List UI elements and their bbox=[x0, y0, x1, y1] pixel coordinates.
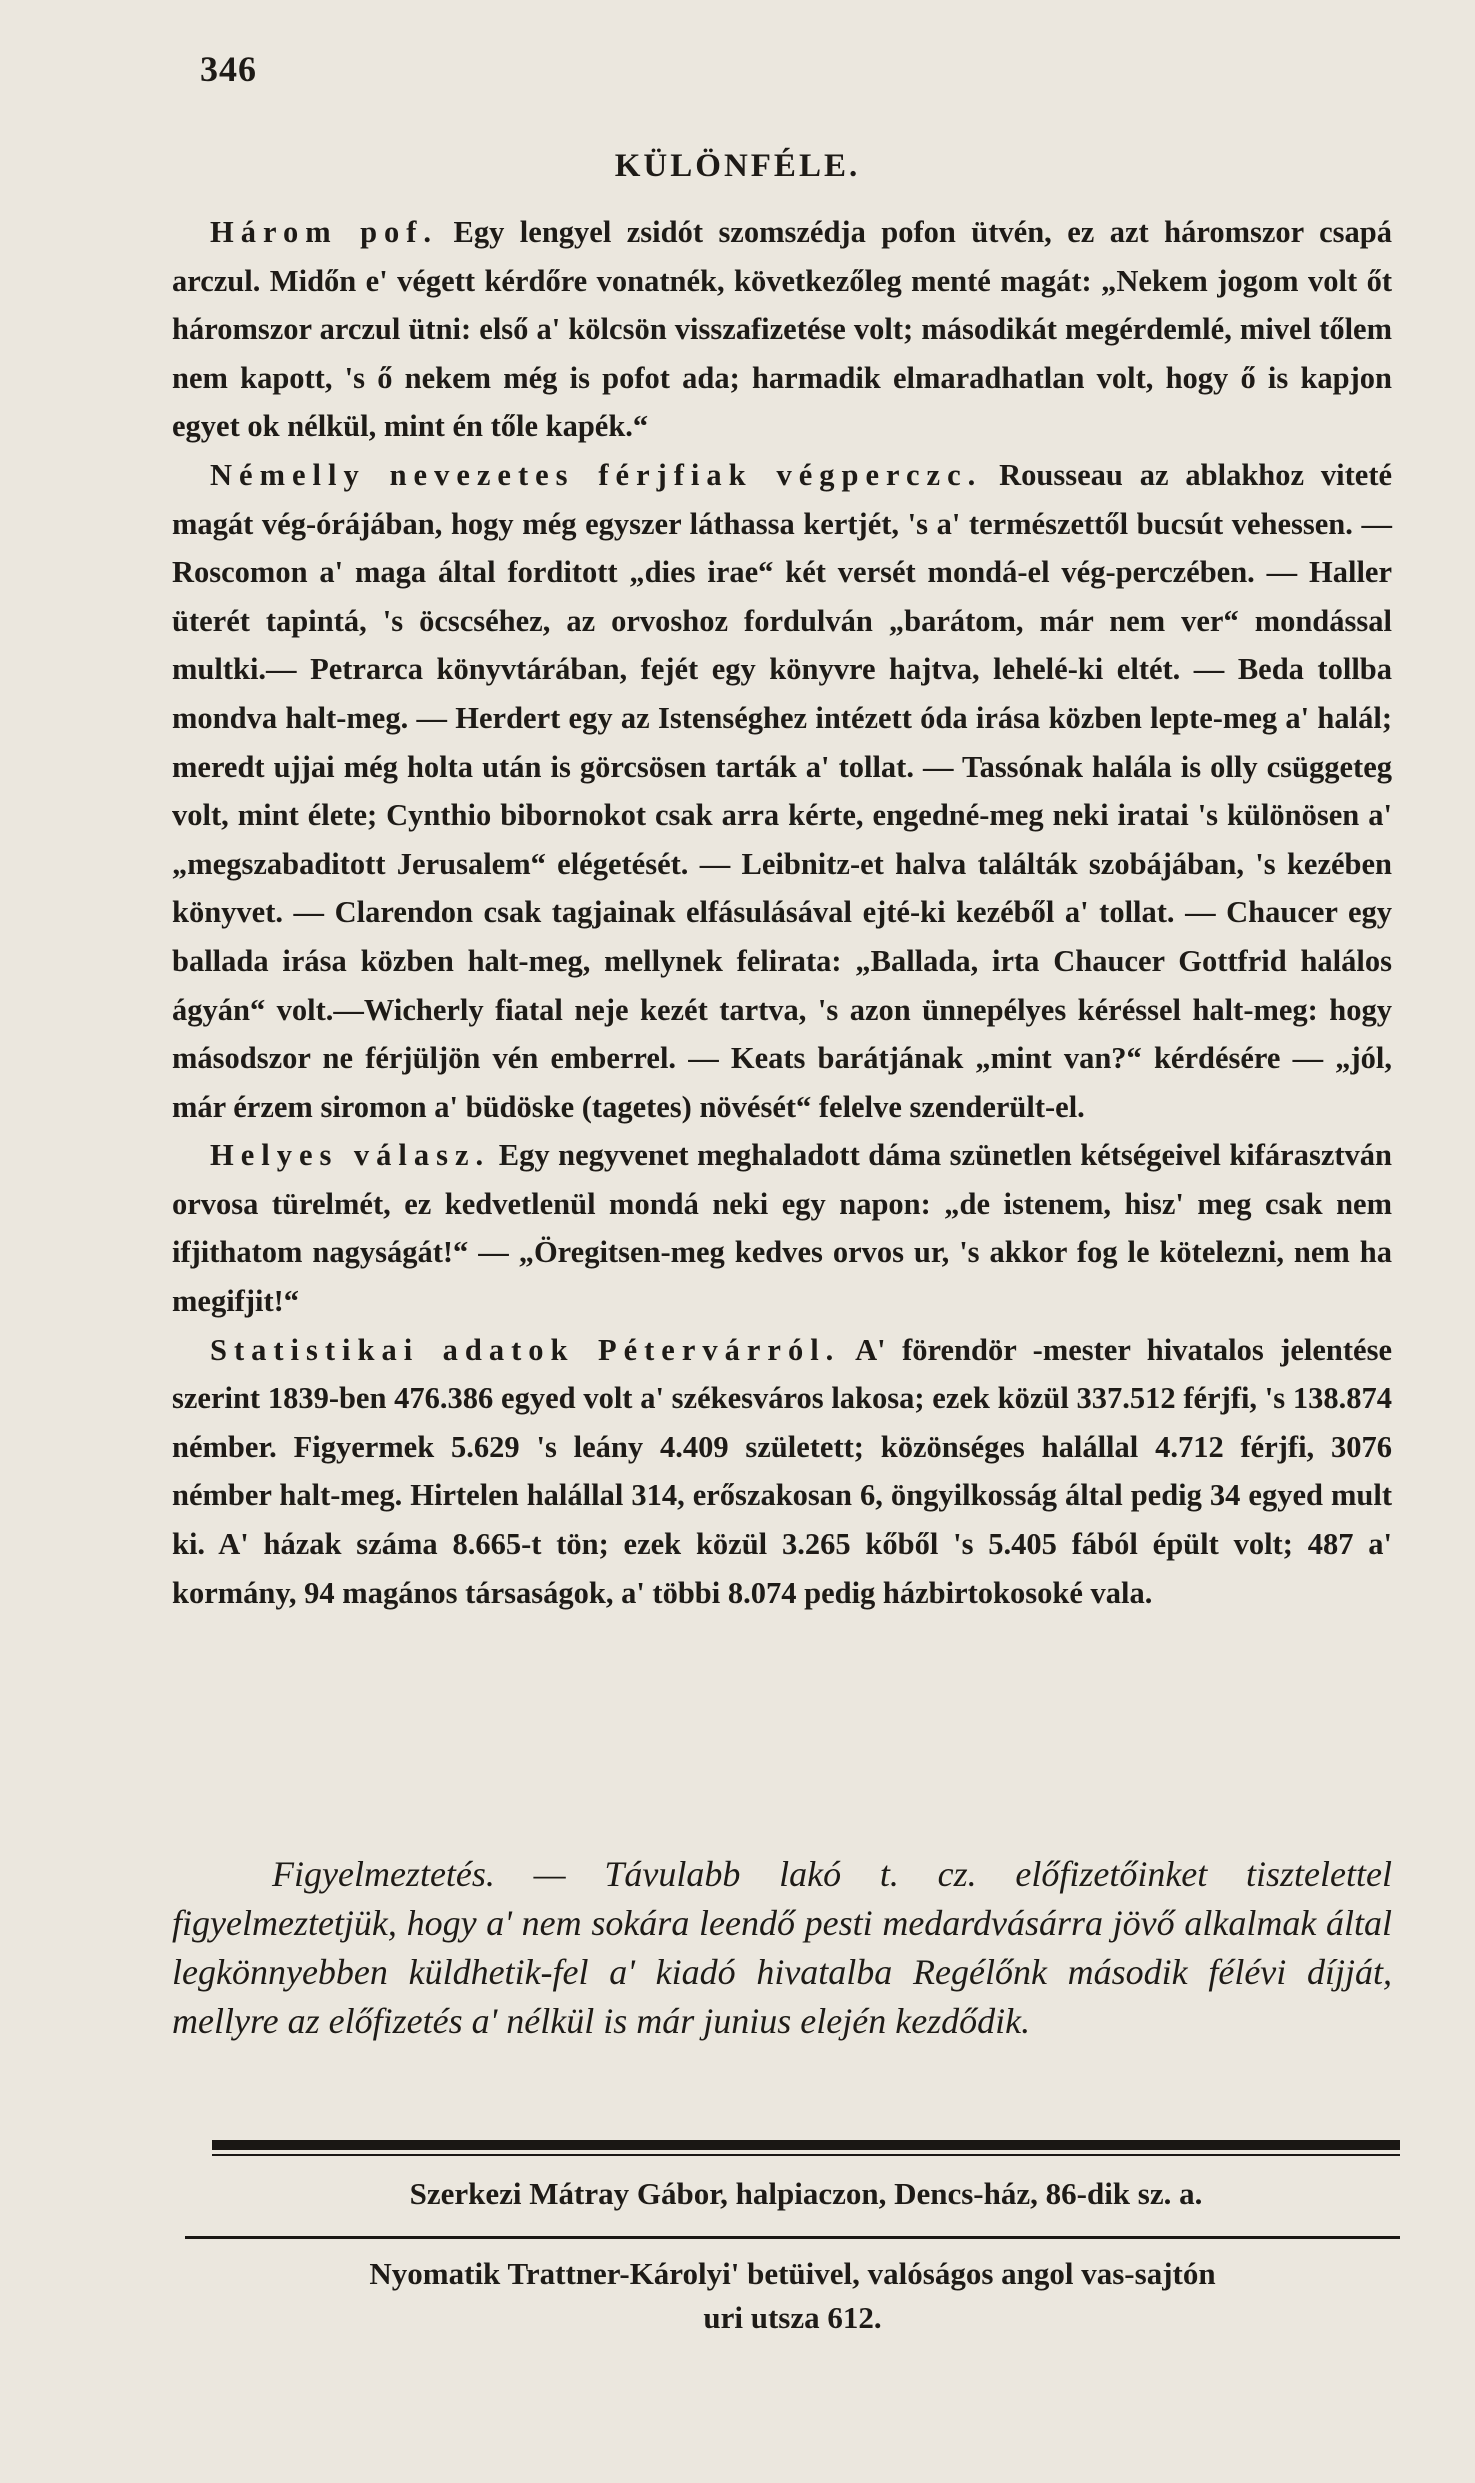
printer-imprint bbox=[185, 2252, 1400, 2340]
paragraph-heading: Három pof. bbox=[210, 215, 439, 249]
article-paragraph bbox=[172, 1131, 1392, 1325]
notice-heading: Figyelmeztetés. bbox=[272, 1854, 495, 1894]
divider-thin bbox=[212, 2154, 1400, 2156]
paragraph-heading: Némelly nevezetes férjfiak végperczc. bbox=[210, 457, 983, 492]
paragraph-text: Rousseau az ablakhoz viteté magát vég-órájában, hogy még egyszer láthassa kertjét, 's a' természettől bucsút vehessen. — Roscomon a' maga által forditott „dies irae“ két versét mondá-el vég-perczében. — Haller üterét tapintá, 's öcscséhez, az orvoshoz fordulván „barátom, már nem ver“ mondással multki.— Petrarca könyvtárában, fejét egy könyvre hajtva, lehelé-ki eltét. — Beda tollba mondva halt-meg. — Herdert egy az Istenséghez intézett óda irása közben lepte-meg a' halál; meredt ujjai még holta után is görcsösen tarták a' tollat. — Tassónak halála is olly csüggeteg volt, mint élete; Cynthio bibornokot csak arra kérte, engedné-meg neki iratai 's különösen a' „megszabaditott Jerusalem“ elégetését. — Leibnitz-et halva találták szobájában, 's kezében könyvet. — Clarendon csak tagjainak elfásulásával ejté-ki kezéből a' tollat. — Chaucer egy ballada irása közben halt-meg, mellynek felirata: „Ballada, irta Chaucer Gottfrid halálos ágyán“ volt.—Wicherly fiatal neje kezét tartva, 's azon ünnepélyes kéréssel halt-meg: hogy másodszor ne férjüljön vén emberrel. — Keats barátjának „mint van?“ kérdésére — „jól, már érzem siromon a' büdöske (tagetes) növését“ felelve szenderült-el. bbox=[172, 457, 1393, 1124]
printer-line-1: Nyomatik Trattner-Károlyi' betüivel, valóságos angol vas-sajtón bbox=[369, 2256, 1216, 2291]
page-number: 346 bbox=[200, 49, 257, 89]
article-paragraph bbox=[172, 1326, 1392, 1618]
article-body bbox=[172, 208, 1392, 1617]
printer-line-2: uri utsza 612. bbox=[703, 2300, 882, 2335]
paragraph-text: Egy negyvenet meghaladott dáma szünetlen kétségeivel kifárasztván orvosa türelmét, ez kedvetlenül mondá neki egy napon: „de istenem, hisz' meg csak nem ifjithatom nagyságát!“ — „Öregitsen-meg kedves orvos ur, 's akkor fog le kötelezni, nem ha megifjit!“ bbox=[172, 1138, 1392, 1319]
article-paragraph bbox=[172, 208, 1392, 451]
divider-rule bbox=[185, 2236, 1400, 2239]
section-title: KÜLÖNFÉLE. bbox=[614, 148, 861, 184]
notice-text: — Távulabb lakó t. cz. előfizetőinket tisztelettel figyelmeztetjük, hogy a' nem sokára leendő pesti medardvásárra jövő alkalmak által legkönnyebben küldhetik-fel a' kiadó hivatalba Regélőnk második félévi díjját, mellyre az előfizetés a' nélkül is már junius elején kezdődik. bbox=[172, 1854, 1392, 2041]
paragraph-text: Egy lengyel zsidót szomszédja pofon ütvén, ez azt háromszor csapá arczul. Midőn e' végett kérdőre vonatnék, következőleg menté magát: „Nekem jogom volt őt háromszor arczul ütni: első a' kölcsön visszafizetése volt; másodikát megérdemlé, mivel tőlem nem kapott, 's ő nekem még is pofot ada; harmadik elmaradhatlan volt, hogy ő is kapjon egyet ok nélkül, mint én tőle kapék.“ bbox=[172, 215, 1392, 444]
editor-line: Szerkezi Mátray Gábor, halpiaczon, Dencs-ház, 86-dik sz. a. bbox=[409, 2176, 1203, 2211]
paragraph-heading: Statistikai adatok Pétervárról. bbox=[210, 1332, 841, 1367]
subscriber-notice bbox=[172, 1850, 1392, 2046]
divider-thick bbox=[212, 2140, 1400, 2150]
paragraph-heading: Helyes válasz. bbox=[210, 1138, 491, 1173]
paragraph-text: A' förendör -mester hivatalos jelentése szerint 1839-ben 476.386 egyed volt a' székesváros lakosa; ezek közül 337.512 férjfi, 's 138.874 némber. Figyermek 5.629 's leány 4.409 született; közönséges halállal 4.712 férjfi, 3076 némber halt-meg. Hirtelen halállal 314, erőszakosan 6, öngyilkosság által pedig 34 egyed mult ki. A' házak száma 8.665-t tön; ezek közül 3.265 kőből 's 5.405 fából épült volt; 487 a' kormány, 94 magános társaságok, a' többi 8.074 pedig házbirtokosoké vala. bbox=[172, 1332, 1392, 1610]
article-paragraph bbox=[172, 451, 1392, 1131]
